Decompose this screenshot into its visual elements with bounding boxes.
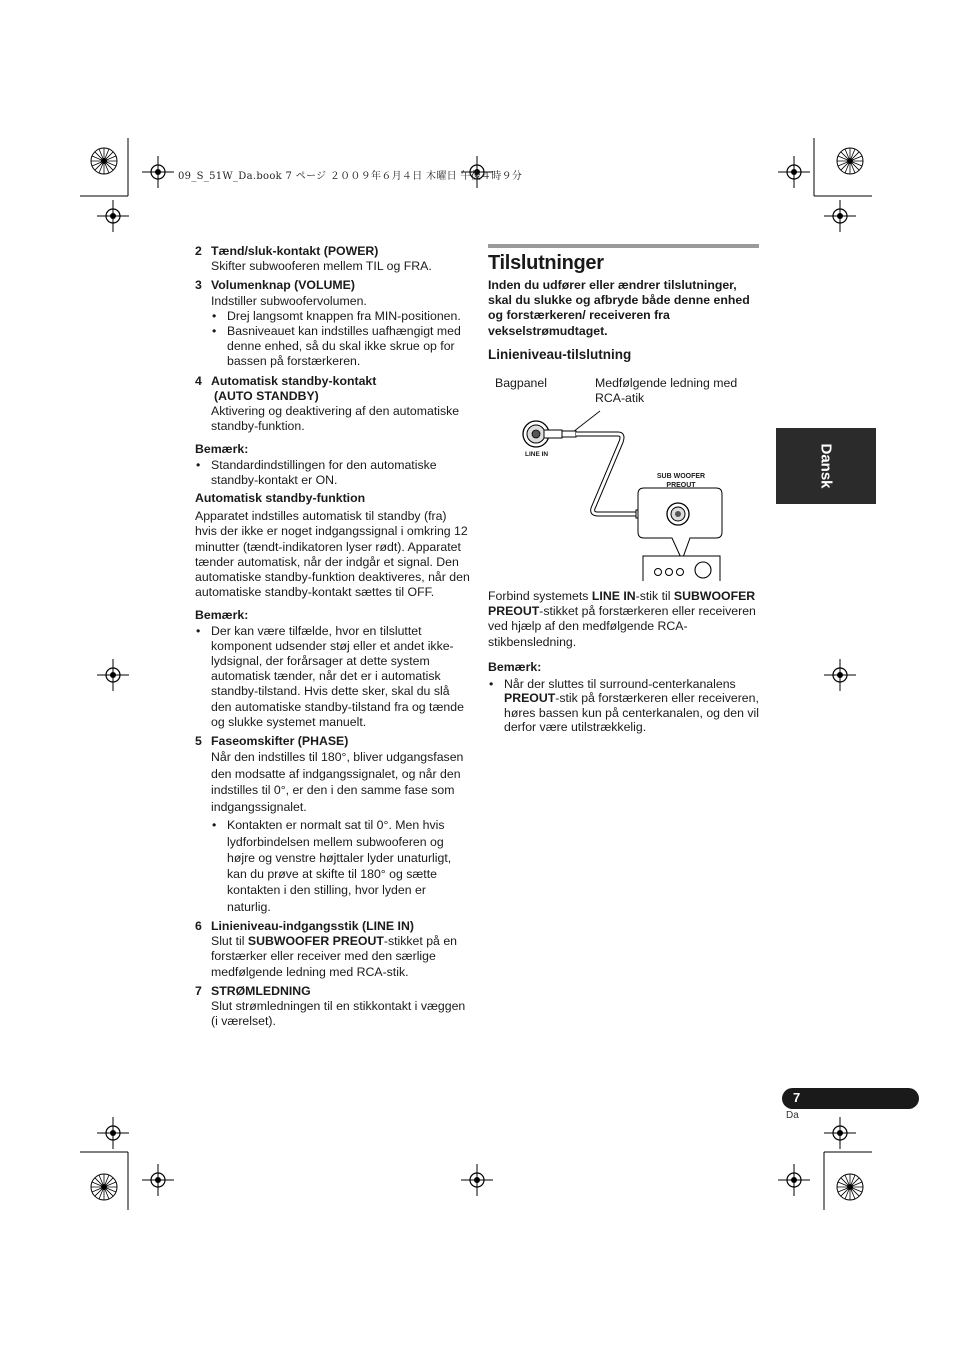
item-3-desc: Indstiller subwoofervolumen.: [211, 293, 367, 308]
note-bullet: • Der kan være tilfælde, hvor en tilsluttet komponent udsender støj eller et andet ikke-lydsignal, der forårsager at dette system automatisk tænder, når det er i automatisk standby-tilstand. Hvis dette sker, skal du slå den automatiske standby-tilstand fra og tænde og slukke systemet manuelt.: [195, 624, 470, 730]
language-tab: Dansk: [776, 428, 876, 504]
item-3-heading: 3 Volumenknap (VOLUME): [195, 278, 355, 293]
item-6-desc: Slut til SUBWOOFER PREOUT-stikket på en forstærker eller receiver med den særlige medfølgende ledning med RCA-stik.: [211, 934, 457, 979]
item-5-desc: Når den indstilles til 180°, bliver udgangsfasen den modsatte af indgangssignalet, og når den indstilles til 0°, er den i den samme fase som indgangssignalet.: [211, 750, 464, 814]
left-column: [195, 240, 470, 1030]
note-bullet: • Når der sluttes til surround-centerkanalens PREOUT-stik på forstærkeren eller receiveren, høres bassen kun på centerkanalen, og den vil derfor være utilstrækkelig.: [488, 677, 760, 735]
item-3-bullet: • Drej langsomt knappen fra MIN-positionen.: [195, 309, 470, 324]
label-back-panel: Bagpanel: [495, 376, 547, 391]
section-rule: [488, 244, 759, 248]
item-4-heading: 4 Automatisk standby-kontakt (AUTO STANDBY): [195, 373, 377, 403]
note-heading: Bemærk:: [195, 608, 249, 623]
connect-instruction: Forbind systemets LINE IN-stik til SUBWOOFER PREOUT-stikket på forstærkeren eller receiveren ved hjælp af den medfølgende RCA-stikbensledning.: [488, 589, 756, 649]
label-cable: Medfølgende ledning med RCA-atik: [595, 376, 738, 406]
item-6-heading: 6 Linieniveau-indgangsstik (LINE IN): [195, 919, 414, 934]
print-header: 09_S_51W_Da.book 7 ページ ２００９年６月４日 木曜日 午後４時９分: [178, 171, 523, 182]
item-4-desc: Aktivering og deaktivering af den automatiske standby-funktion.: [211, 404, 460, 434]
note-heading: Bemærk:: [195, 442, 249, 457]
item-7-heading: 7 STRØMLEDNING: [195, 983, 311, 998]
jack-label-preout: SUB WOOFER PREOUT: [656, 473, 706, 490]
section-title: Tilslutninger: [488, 252, 604, 274]
item-7-desc: Slut strømledningen til en stikkontakt i væggen (i værelset).: [211, 999, 466, 1029]
auto-standby-heading: Automatisk standby-funktion: [195, 491, 366, 506]
section-lead: Inden du udfører eller ændrer tilslutninger, skal du slukke og afbryde både denne enhed og forstærkeren/ receiveren fra vekselstrømudtaget.: [488, 278, 750, 338]
jack-label-line-in: LINE IN: [525, 451, 549, 459]
item-5-bullet: • Kontakten er normalt sat til 0°. Men hvis lydforbindelsen mellem subwooferen og højre og venstre højttaler lyder unaturligt, kan du prøve at skifte til 180° og sætte kontakten i den stilling, hvor lyden er naturlig.: [195, 817, 470, 915]
connection-diagram: [488, 366, 760, 581]
note-bullet: • Standardindstillingen for den automatiske standby-kontakt er ON.: [195, 458, 470, 488]
page-language-code: Da: [786, 1110, 799, 1121]
item-2-desc: Skifter subwooferen mellem TIL og FRA.: [211, 259, 432, 274]
auto-standby-text: Apparatet indstilles automatisk til standby (fra) hvis der ikke er noget indgangssignal i omkring 12 minutter (tændt-indikatoren lyser rødt). Apparatet tænder automatisk, når der indgår et signal. Den automatiske standby-funktion deaktiveres, når den automatiske standby-kontakt sættes til OFF.: [195, 509, 470, 600]
item-5-heading: 5 Faseomskifter (PHASE): [195, 734, 349, 749]
page-number-badge: 7: [782, 1088, 919, 1109]
note-heading: Bemærk:: [488, 659, 542, 674]
subsection-title: Linieniveau-tilslutning: [488, 346, 632, 362]
right-column: [488, 244, 760, 735]
item-2-heading: 2 Tænd/sluk-kontakt (POWER): [195, 244, 379, 258]
item-3-bullet: • Basniveauet kan indstilles uafhængigt med denne enhed, så du skal ikke skrue op for bassen på forstærkeren.: [195, 324, 470, 370]
